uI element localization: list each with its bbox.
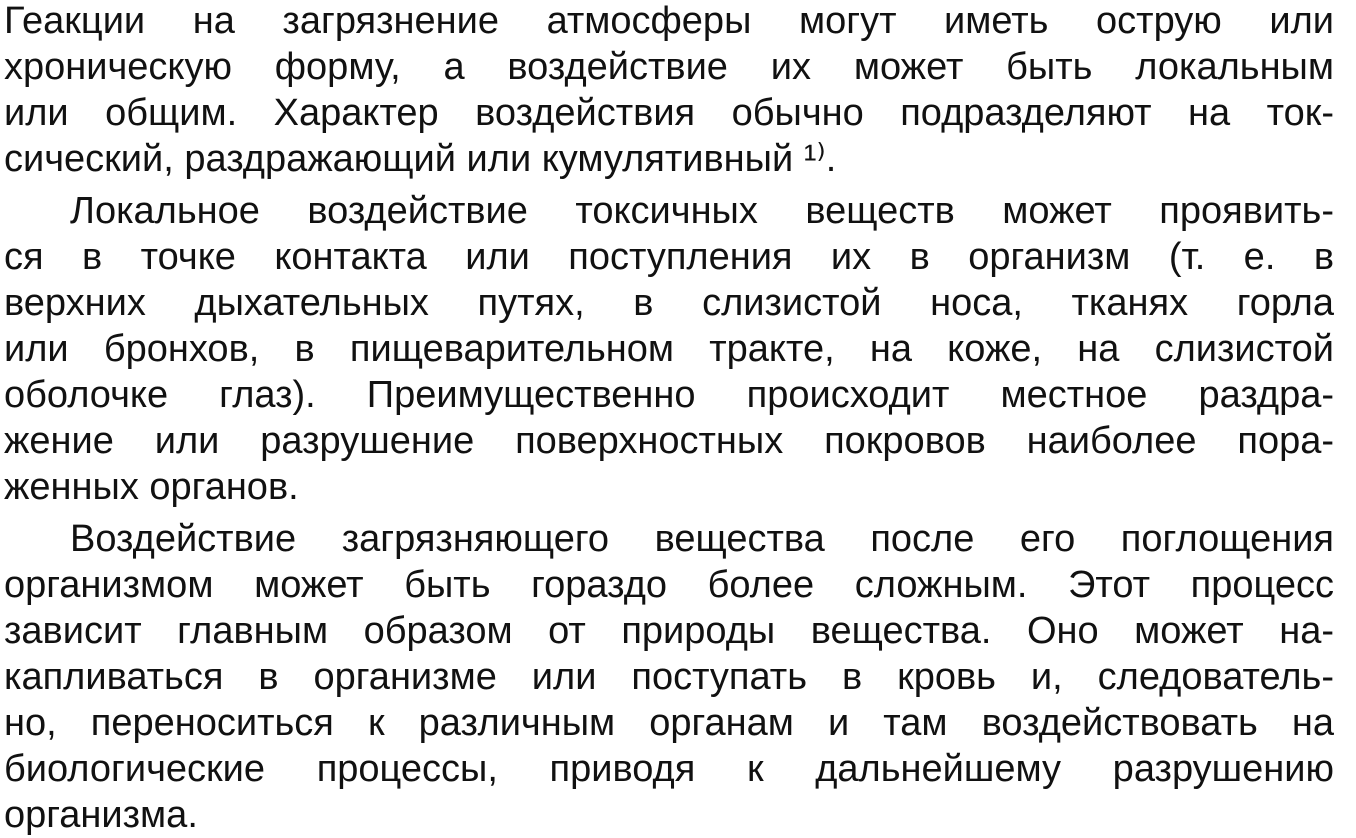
text-line: Локальное воздействие токсичных веществ может проявить- <box>70 190 1334 232</box>
text-line: верхних дыхательных путях, в слизистой носа, тканях горла <box>4 282 1334 324</box>
text-line: оболочке глаз). Преимущественно происходит местное раздра- <box>4 374 1334 416</box>
text-line: капливаться в организме или поступать в кровь и, следователь- <box>4 656 1334 698</box>
text-line: или бронхов, в пищеварительном тракте, на коже, на слизистой <box>4 328 1334 370</box>
text-line: сический, раздражающий или кумулятивный ¹⁾. <box>4 138 837 180</box>
paragraph-1 <box>4 0 1334 182</box>
text-line: хроническую форму, а воздействие их может быть локальным <box>4 46 1334 88</box>
text-line: Воздействие загрязняющего вещества после его поглощения <box>70 518 1334 560</box>
text-line: организмом может быть гораздо более сложным. Этот процесс <box>4 564 1334 606</box>
text-line: зависит главным образом от природы вещества. Оно может на- <box>4 610 1334 652</box>
text-line: Геакции на загрязнение атмосферы могут иметь острую или <box>4 0 1334 42</box>
text-line: женных органов. <box>4 466 299 508</box>
text-line: жение или разрушение поверхностных покровов наиболее пора- <box>4 420 1334 462</box>
text-line: или общим. Характер воздействия обычно подразделяют на ток- <box>4 92 1334 134</box>
text-line: но, переноситься к различным органам и там воздействовать на <box>4 702 1334 744</box>
paragraph-3 <box>4 516 1334 838</box>
paragraph-2 <box>4 188 1334 510</box>
text-line: биологические процессы, приводя к дальнейшему разрушению <box>4 748 1334 790</box>
text-line: организма. <box>4 794 198 836</box>
text-line: ся в точке контакта или поступления их в организм (т. е. в <box>4 236 1334 278</box>
